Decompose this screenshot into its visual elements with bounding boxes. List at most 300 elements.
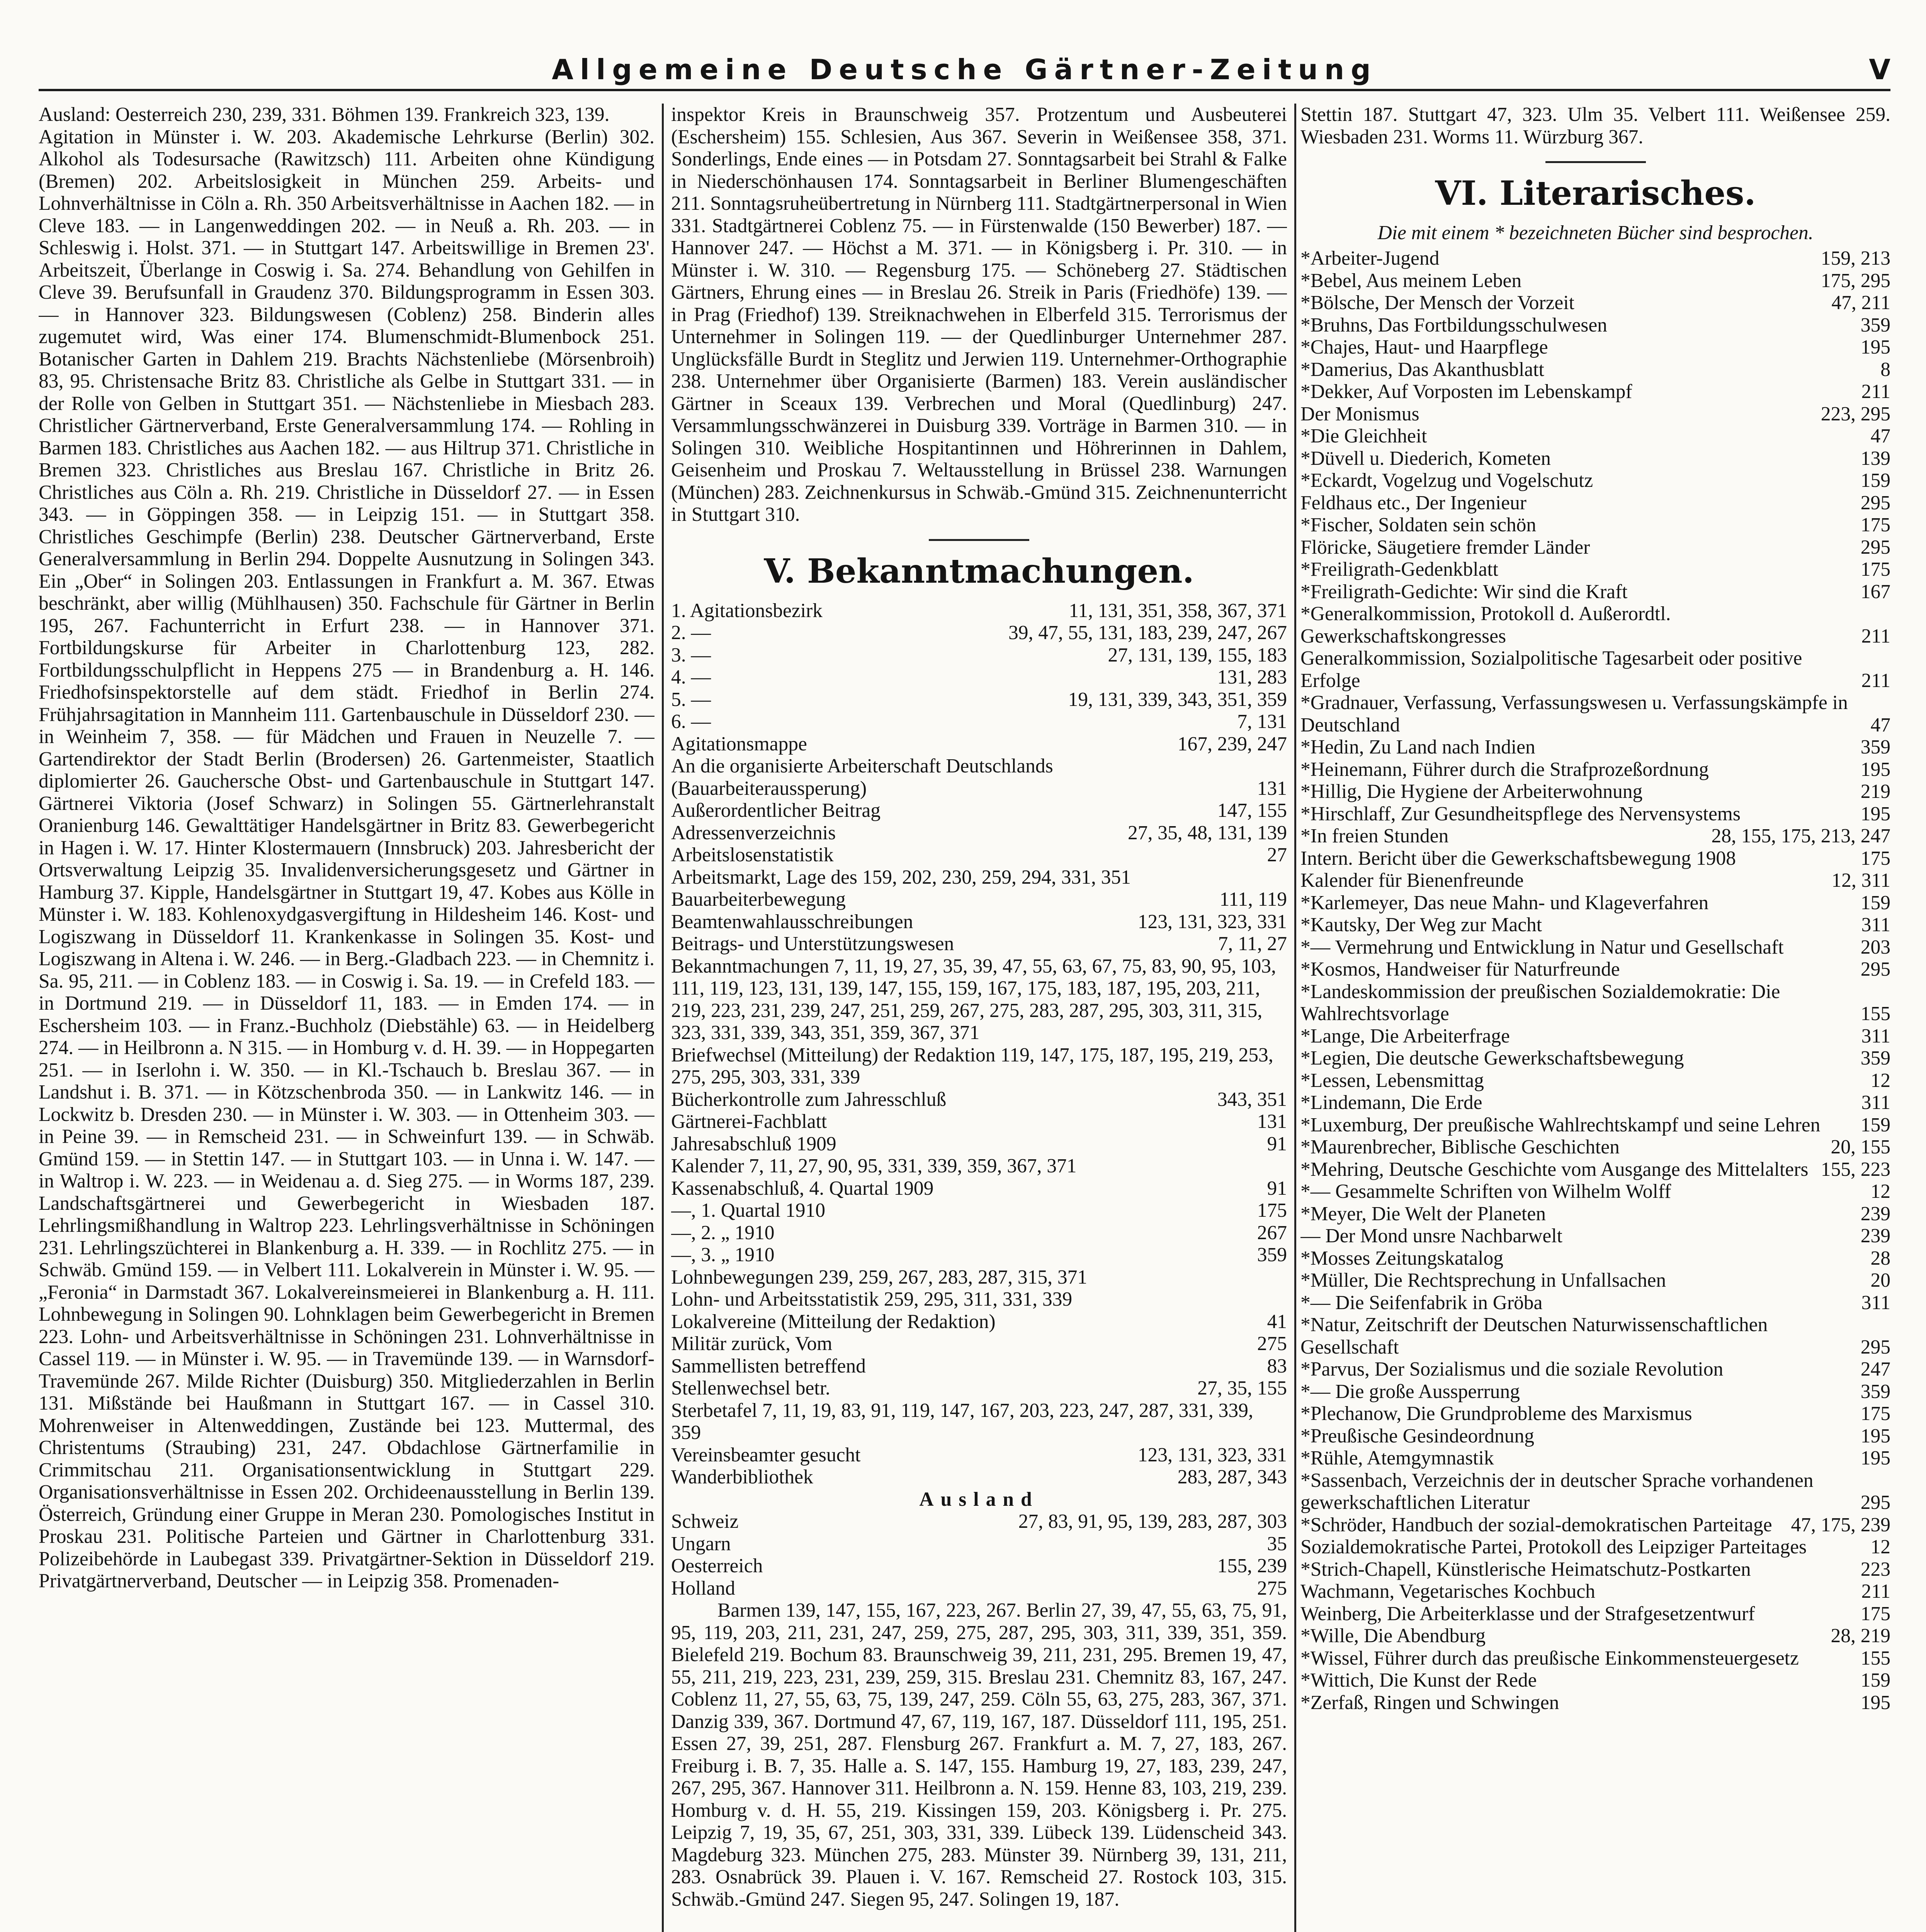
index-entry	[1300, 914, 1890, 936]
index-entry	[671, 911, 1287, 933]
entry-label: *— Vermehrung und Entwicklung in Natur und Gesellschaft	[1300, 936, 1784, 958]
entry-page-numbers: 27, 83, 91, 95, 139, 283, 287, 303	[1018, 1510, 1287, 1532]
entry-label: Sozialdemokratische Partei, Protokoll des Leipziger Parteitages	[1300, 1536, 1807, 1558]
index-entry	[671, 955, 1287, 1044]
entry-page-numbers: 11, 131, 351, 358, 367, 371	[1069, 599, 1287, 622]
entry-page-numbers: 27	[1267, 844, 1287, 866]
entry-page-numbers: 295	[1860, 958, 1890, 980]
entry-page-numbers: 311	[1861, 1025, 1890, 1047]
index-entry	[671, 1155, 1287, 1177]
entry-page-numbers: 27, 131, 139, 155, 183	[1108, 644, 1287, 666]
entry-label: *Freiligrath-Gedichte: Wir sind die Kraft	[1300, 580, 1628, 603]
entry-label: Bauarbeiterbewegung	[671, 888, 846, 910]
entry-page-numbers: 139	[1860, 447, 1890, 469]
entry-page-numbers: 47	[1870, 714, 1890, 736]
entry-label: Außerordentlicher Beitrag	[671, 799, 881, 821]
entry-label: Arbeitsmarkt, Lage des 159, 202, 230, 259, 294, 331, 351	[671, 866, 1131, 888]
entry-label: 1. Agitationsbezirk	[671, 599, 823, 622]
bekanntmachungen-list	[671, 600, 1287, 1488]
entry-label: *Heinemann, Führer durch die Strafprozeßordnung	[1300, 758, 1709, 781]
entry-page-numbers: 175	[1860, 514, 1890, 536]
column-divider	[662, 104, 664, 1932]
entry-label: *Chajes, Haut- und Haarpflege	[1300, 336, 1548, 358]
index-entry	[1300, 936, 1890, 959]
entry-page-numbers: 39, 47, 55, 131, 183, 239, 247, 267	[1008, 622, 1287, 644]
index-entry	[1300, 603, 1890, 647]
entry-label: Flöricke, Säugetiere fremder Länder	[1300, 536, 1590, 558]
index-entry	[1300, 1136, 1890, 1158]
index-entry	[671, 1333, 1287, 1355]
entry-label: Jahresabschluß 1909	[671, 1133, 836, 1155]
entry-label: *Rühle, Atemgymnastik	[1300, 1447, 1494, 1469]
index-entry	[1300, 1625, 1890, 1647]
index-entry	[671, 1533, 1287, 1555]
index-paragraph: Agitation in Münster i. W. 203. Akademische Lehrkurse (Berlin) 302. Alkohol als Todesursache (Rawitzsch) 111. Arbeiten ohne Kündigung (Bremen) 202. Arbeitslosigkeit in München 259. Arbeits- und Lohnverhältnisse in Cöln a. Rh. 350 Arbeitsverhältnisse in Aachen 182. — in Cleve 183. — in Langenweddingen 202. — in Neuß a. Rh. 203. — in Schleswig i. Holst. 371. — in Stuttgart 147. Arbeitswillige in Bremen 23'. Arbeitszeit, Überlange in Coswig i. Sa. 274. Behandlung von Gehilfen in Cleve 39. Berufsunfall in Graudenz 370. Bildungsprogramm in Essen 303. — in Hannover 323. Bildungswesen (Coblenz) 258. Binderin alles zugemutet wird, Was einer 174. Blumenschmidt-Blumenbock 251. Botanischer Garten in Dahlem 219. Brachts Nächstenliebe (Mörsenbroih) 83, 95. Christensache Britz 83. Christliche als Gelbe in Stuttgart 331. — in der Rolle von Gelben in Stuttgart 351. — Nächstenliebe in Miesbach 283. Christlicher Gärtnerverband, Erste Generalversammlung 174. — Rohling in Barmen 183. Christliches aus Aachen 182. — aus Hiltrup 371. Christliche in Bremen 323. Christliches aus Breslau 167. Christliche in Britz 26. Christliches aus Cöln a. Rh. 219. Christliche in Düsseldorf 27. — in Essen 343. — in Göppingen 358. — in Leipzig 151. — in Stuttgart 358. Christliches Geschimpfe (Berlin) 238. Deutscher Gärtnerverband, Erste Generalversammlung in Berlin 294. Doppelte Ausnutzung in Solingen 343. Ein „Ober“ in Solingen 203. Entlassungen in Frankfurt a. M. 367. Etwas beschränkt, aber willig (Mühlhausen) 350. Fachschule für Gärtner in Berlin 195, 267. Fachunterricht in Erfurt 238. — in Hannover 371. Fortbildungskurse für Arbeiter in Charlottenburg 123, 282. Fortbildungsschulpflicht in Heppens 275 — in Brandenburg a. H. 146. Friedhofsinspektorstelle auf dem städt. Friedhof in Berlin 274. Frühjahrsagitation in Mannheim 111. Gartenbauschule in Düsseldorf 230. — in Weinheim 7, 358. — für Mädchen und Frauen in Neuzelle 7. — Gartendirektor der Stadt Berlin (Brodersen) 26. Gartenmeister, Staatlich diplomierter 26. Gauchersche Obst- und Gartenbauschule in Stuttgart 147. Gärtnerei Viktoria (Josef Schwarz) in Solingen 55. Gärtnerlehranstalt Oranienburg 146. Gewalttätiger Handelsgärtner in Britz 83. Gewerbegericht in Hagen i. W. 17. Hinter Klostermauern (Innsbruck) 203. Jahresbericht der Ortsverwaltung Leipzig 35. Invalidenversicherungsgesetz und Gärtner in Hamburg 37. Kipple, Handelsgärtner in Stuttgart 19, 47. Kobes aus Kölle in Münster i. W. 183. Kohlenoxydgasvergiftung in Hildesheim 146. Kost- und Logiszwang in Düsseldorf 11. Krankenkasse in Solingen 35. Kost- und Logiszwang in Altena i. W. 246. — in Berg.-Gladbach 223. — in Chemnitz i. Sa. 95, 211. — in Coblenz 183. — in Coswig i. Sa. 19. — in Crefeld 183. — in Dortmund 219. — in Düsseldorf 11, 183. — in Emden 174. — in Eschersheim 103. — in Franz.-Buchholz (Diebstähle) 63. — in Heidelberg 274. — in Heilbronn a. N 315. — in Homburg v. d. H. 39. — in Hoppegarten 251. — in Iserlohn i. W. 350. — in Kl.-Tschauch b. Breslau 367. — in Landshut i. B. 371. — in Kötzschenbroda 350. — in Lankwitz 146. — in Lockwitz b. Dresden 230. — in Münster i. W. 303. — in Ottenheim 303. — in Peine 39. — in Remscheid 231. — in Schweinfurt 139. — in Schwäb. Gmünd 159. — in Stettin 147. — in Stuttgart 103. — in Unna i. W. 147. — in Waltrop i. W. 223. — in Weidenau a. d. Sieg 275. — in Worms 187, 239. Landschaftsgärtnerei und Gewerbegericht in Wiesbaden 187. Lehrlingsmißhandlung in Waltrop 223. Lehrlingsverhältnisse in Schöningen 231. Lehrlingszüchterei in Blankenburg a. H. 339. — in Rochlitz 275. — in Schwäb. Gmünd 159. — in Velbert 111. Lokalverein in Münster i. W. 95. — „Feronia“ in Darmstadt 367. Lokalvereinsmeierei in Blankenburg a. H. 111. Lohnbewegung in Solingen 90. Lohnklagen beim Gewerbegericht in Bremen 223. Lohn- und Arbeitsverhältnisse in Schöningen 231. Lohnverhältnisse in Cassel 119. — in Münster i. W. 95. — in Travemünde 139. — in Warnsdorf-Travemünde 267. Milde Richter (Duisburg) 350. Mitgliederzahlen in Berlin 131. Mißstände bei Haußmann in Stuttgart 167. — in Cassel 310. Mohrenweiser in Altenweddingen, Zustände bei 123. Muttermal, des Christentums (Straubing) 231, 247. Obdachlose Gärtnerfamilie in Crimmitschau 211. Organisationsentwicklung in Stuttgart 229. Organisationsverhältnisse in Essen 202. Orchideenausstellung in Berlin 139. Österreich, Gründung einer Gruppe in Meran 230. Pomologisches Institut in Proskau 231. Politische Parteien und Gärtner in Charlottenburg 331. Polizeibehörde in Laubegast 339. Privatgärtner-Sektion in Düsseldorf 219. Privatgärtnerverband, Deutscher — in Leipzig 358. Promenaden-	[39, 126, 654, 1592]
entry-page-numbers: 159	[1860, 1669, 1890, 1691]
entry-page-numbers: 359	[1860, 1047, 1890, 1069]
entry-label: Sammellisten betreffend	[671, 1355, 866, 1377]
entry-label: Feldhaus etc., Der Ingenieur	[1300, 492, 1527, 514]
entry-label: —, 3. „ 1910	[671, 1244, 775, 1266]
index-entry	[671, 1044, 1287, 1088]
entry-page-numbers: 159	[1860, 469, 1890, 492]
index-entry	[1300, 447, 1890, 470]
entry-page-numbers: 167	[1860, 580, 1890, 603]
index-entry	[671, 1266, 1287, 1289]
ausland-list	[671, 1510, 1287, 1599]
entry-page-numbers: 91	[1267, 1177, 1287, 1199]
entry-page-numbers: 12	[1870, 1180, 1890, 1202]
entry-page-numbers: 211	[1861, 1580, 1890, 1602]
entry-label: *Wissel, Führer durch das preußische Einkommensteuergesetz	[1300, 1647, 1799, 1669]
entry-page-numbers: 359	[1860, 1380, 1890, 1403]
entry-label: Der Monismus	[1300, 403, 1419, 425]
index-paragraph: Ausland: Oesterreich 230, 239, 331. Böhmen 139. Frankreich 323, 139.	[39, 104, 610, 126]
entry-label: *— Die Seifenfabrik in Gröba	[1300, 1291, 1543, 1314]
index-entry	[1300, 647, 1890, 692]
index-entry	[1300, 781, 1890, 803]
entry-label: *Lessen, Lebensmittag	[1300, 1069, 1484, 1092]
entry-label: 6. —	[671, 711, 711, 733]
index-entry	[1300, 1314, 1890, 1358]
entry-label: Intern. Bericht über die Gewerkschaftsbewegung 1908	[1300, 847, 1736, 869]
index-entry	[1300, 1469, 1890, 1514]
index-entry	[671, 799, 1287, 822]
index-entry	[671, 1555, 1287, 1577]
index-entry	[671, 1199, 1287, 1222]
entry-label: Oesterreich	[671, 1555, 763, 1577]
entry-label: Generalkommission, Sozialpolitische Tagesarbeit oder positive Erfolge	[1300, 647, 1802, 692]
entry-label: *Generalkommission, Protokoll d. Außerordtl. Gewerkschaftskongresses	[1300, 603, 1671, 647]
section-note: Die mit einem * bezeichneten Bücher sind besprochen.	[1377, 222, 1814, 244]
index-paragraph: inspektor Kreis in Braunschweig 357. Protzentum und Ausbeuterei (Eschersheim) 155. Schlesien, Aus 367. Severin in Weißensee 358, 371. Sonderlings, Ende eines — in Potsdam 27. Sonntagsarbeit bei Strahl & Falke in Niederschönhausen 174. Sonntagsarbeit in Berliner Blumengeschäften 211. Sonntagsruheübertretung in Nürnberg 111. Stadtgärtnerpersonal in Wien 331. Stadtgärtnerei Coblenz 75. — in Fürstenwalde (150 Bewerber) 187. — Hannover 247. — Höchst a M. 371. — in Königsberg i. Pr. 310. — in Münster i. W. 310. — Regensburg 175. — Schöneberg 27. Städtischen Gärtners, Ehrung eines — in Breslau 26. Streik in Paris (Friedhöfe) 139. — in Prag (Friedhof) 139. Streiknachwehen in Elberfeld 315. Terrorismus der Unternehmer in Solingen 119. — der Quedlinburger Unternehmer 287. Unglücksfälle Burdt in Steglitz und Jerwien 119. Unternehmer-Orthographie 238. Unternehmer über Organisierte (Barmen) 183. Verein ausländischer Gärtner in Sceaux 139. Verbrechen und Moral (Quedlinburg) 247. Versammlungsschwänzerei in Duisburg 339. Vorträge in Barmen 310. — in Solingen 310. Weibliche Hospitantinnen und Höhrerinnen in Dahlem, Geisenheim und Proskau 7. Weltausstellung in Brüssel 238. Warnungen (München) 283. Zeichnenkursus in Schwäb.-Gmünd 315. Zeichnenunterricht in Stuttgart 310.	[671, 104, 1287, 526]
entry-label: *— Die große Aussperrung	[1300, 1380, 1520, 1403]
entry-label: Vereinsbeamter gesucht	[671, 1444, 861, 1466]
entry-page-numbers: 27, 35, 155	[1197, 1377, 1287, 1399]
index-entry	[1300, 1114, 1890, 1136]
entry-page-numbers: 311	[1861, 1092, 1890, 1114]
entry-label: Arbeitslosenstatistik	[671, 844, 834, 866]
entry-label: Kalender für Bienenfreunde	[1300, 869, 1524, 891]
entry-page-numbers: 311	[1861, 914, 1890, 936]
entry-label: Bücherkontrolle zum Jahresschluß	[671, 1088, 947, 1111]
entry-label: *Eckardt, Vogelzug und Vogelschutz	[1300, 469, 1593, 492]
index-entry	[1300, 1403, 1890, 1425]
index-entry	[1300, 381, 1890, 403]
column-divider	[1294, 104, 1296, 1932]
index-entry	[1300, 558, 1890, 581]
index-entry	[1300, 1447, 1890, 1469]
index-entry	[1300, 1025, 1890, 1048]
entry-label: *Luxemburg, Der preußische Wahlrechtskampf und seine Lehren	[1300, 1114, 1821, 1136]
entry-label: *In freien Stunden	[1300, 825, 1449, 847]
entry-page-numbers: 147, 155	[1217, 799, 1287, 821]
index-entry	[1300, 1603, 1890, 1625]
entry-label: *Meyer, Die Welt der Planeten	[1300, 1202, 1546, 1225]
entry-label: *Bebel, Aus meinem Leben	[1300, 269, 1522, 292]
entry-page-numbers: 195	[1860, 1447, 1890, 1469]
index-entry	[1300, 1536, 1890, 1558]
entry-label: —, 2. „ 1910	[671, 1221, 775, 1244]
entry-page-numbers: 7, 131	[1237, 711, 1287, 733]
index-entry	[671, 1111, 1287, 1133]
entry-page-numbers: 47, 211	[1831, 292, 1890, 314]
entry-label: *Hedin, Zu Land nach Indien	[1300, 736, 1535, 758]
index-entry	[671, 1377, 1287, 1400]
entry-page-numbers: 91	[1267, 1133, 1287, 1155]
entry-page-numbers: 275	[1257, 1577, 1287, 1599]
entry-page-numbers: 131	[1257, 777, 1287, 799]
index-entry	[1300, 492, 1890, 514]
index-entry	[1300, 314, 1890, 337]
entry-page-numbers: 41	[1267, 1310, 1287, 1333]
entry-label: *Wille, Die Abendburg	[1300, 1625, 1486, 1647]
index-entry	[671, 1466, 1287, 1488]
page-number: V	[1869, 53, 1890, 86]
entry-page-numbers: 175	[1860, 1403, 1890, 1425]
index-entry	[671, 689, 1287, 711]
index-entry	[1300, 359, 1890, 381]
header-rule	[39, 89, 1890, 91]
entry-page-numbers: 155	[1860, 1003, 1890, 1025]
entry-label: Lohnbewegungen 239, 259, 267, 283, 287, 315, 371	[671, 1266, 1088, 1288]
literarisches-list	[1300, 247, 1890, 1714]
entry-label: Schweiz	[671, 1510, 739, 1532]
column-2	[671, 104, 1287, 1932]
index-entry	[1300, 1381, 1890, 1403]
index-entry	[1300, 1358, 1890, 1381]
entry-label: *Fischer, Soldaten sein schön	[1300, 514, 1537, 536]
index-entry	[671, 755, 1287, 799]
index-entry	[1300, 469, 1890, 492]
section-title-bekanntmachungen: V. Bekanntmachungen.	[764, 551, 1194, 591]
entry-label: *Sassenbach, Verzeichnis der in deutscher Sprache vorhandenen gewerkschaftlichen Literatur	[1300, 1469, 1814, 1514]
index-entry	[671, 1577, 1287, 1600]
index-entry	[1300, 1225, 1890, 1247]
column-3	[1300, 104, 1890, 1932]
index-entry	[1300, 536, 1890, 559]
entry-page-numbers: 195	[1860, 1425, 1890, 1447]
entry-page-numbers: 283, 287, 343	[1177, 1466, 1287, 1488]
entry-label: *Karlemeyer, Das neue Mahn- und Klageverfahren	[1300, 891, 1709, 914]
entry-label: *Mosses Zeitungskatalog	[1300, 1247, 1503, 1269]
entry-label: Lohn- und Arbeitsstatistik 259, 295, 311, 331, 339	[671, 1288, 1073, 1310]
entry-label: *Kautsky, Der Weg zur Macht	[1300, 914, 1542, 936]
section-divider	[929, 539, 1029, 541]
index-entry	[671, 866, 1287, 889]
entry-label: Briefwechsel (Mitteilung) der Redaktion 119, 147, 175, 187, 195, 219, 253, 275, 295, 303, 331, 339	[671, 1044, 1273, 1088]
index-paragraph: Stettin 187. Stuttgart 47, 323. Ulm 35. Velbert 111. Weißensee 259. Wiesbaden 231. Worms 11. Würzburg 367.	[1300, 104, 1890, 148]
index-entry	[671, 822, 1287, 844]
entry-page-numbers: 19, 131, 339, 343, 351, 359	[1068, 688, 1287, 711]
index-entry	[671, 1088, 1287, 1111]
index-entry	[671, 888, 1287, 911]
entry-page-numbers: 27, 35, 48, 131, 139	[1128, 821, 1287, 844]
index-entry	[1300, 981, 1890, 1025]
entry-label: *Legien, Die deutsche Gewerkschaftsbewegung	[1300, 1047, 1684, 1069]
entry-label: *Damerius, Das Akanthusblatt	[1300, 358, 1544, 381]
entry-page-numbers: 47, 175, 239	[1791, 1514, 1890, 1536]
index-entry	[1300, 1292, 1890, 1314]
entry-label: — Der Mond unsre Nachbarwelt	[1300, 1225, 1562, 1247]
index-entry	[671, 1133, 1287, 1155]
entry-label: *Freiligrath-Gedenkblatt	[1300, 558, 1498, 580]
entry-page-numbers: 359	[1860, 314, 1890, 336]
entry-page-numbers: 211	[1861, 625, 1890, 647]
entry-label: *Die Gleichheit	[1300, 425, 1427, 447]
entry-label: *Preußische Gesindeordnung	[1300, 1425, 1534, 1447]
index-entry	[1300, 958, 1890, 981]
entry-label: Gärtnerei-Fachblatt	[671, 1111, 827, 1133]
entry-label: Militär zurück, Vom	[671, 1333, 833, 1355]
entry-label: *Düvell u. Diederich, Kometen	[1300, 447, 1551, 469]
index-entry	[1300, 1203, 1890, 1225]
entry-label: *Landeskommission der preußischen Sozialdemokratie: Die Wahlrechtsvorlage	[1300, 980, 1780, 1025]
entry-label: 5. —	[671, 688, 711, 711]
entry-page-numbers: 223, 295	[1821, 403, 1890, 425]
entry-page-numbers: 359	[1860, 736, 1890, 758]
entry-page-numbers: 267	[1257, 1221, 1287, 1244]
entry-page-numbers: 295	[1860, 536, 1890, 558]
entry-label: *Hirschlaff, Zur Gesundheitspflege des Nervensystems	[1300, 803, 1741, 825]
entry-label: Lokalvereine (Mitteilung der Redaktion)	[671, 1310, 996, 1333]
entry-label: Wachmann, Vegetarisches Kochbuch	[1300, 1580, 1595, 1602]
entry-page-numbers: 275	[1257, 1333, 1287, 1355]
index-entry	[1300, 1047, 1890, 1070]
entry-label: *Bölsche, Der Mensch der Vorzeit	[1300, 292, 1574, 314]
index-entry	[1300, 247, 1890, 270]
index-entry	[1300, 847, 1890, 870]
index-entry	[1300, 803, 1890, 825]
entry-label: Holland	[671, 1577, 735, 1599]
entry-page-numbers: 247	[1860, 1358, 1890, 1380]
ausland-heading: Ausland	[919, 1488, 1039, 1510]
entry-page-numbers: 159	[1860, 891, 1890, 914]
entry-page-numbers: 123, 131, 323, 331	[1137, 1444, 1287, 1466]
index-entry	[671, 733, 1287, 755]
entry-page-numbers: 343, 351	[1217, 1088, 1287, 1111]
entry-label: *Wittich, Die Kunst der Rede	[1300, 1669, 1537, 1691]
entry-label: Bekanntmachungen 7, 11, 19, 27, 35, 39, 47, 55, 63, 67, 75, 83, 90, 95, 103, 111, 119, 123, 131, 139, 147, 155, 159, 167, 175, 183, 187, 195, 203, 211, 219, 223, 231, 239, 247, 251, 259, 267, 275, 283, 287, 295, 303, 311, 315, 323, 331, 339, 343, 351, 359, 367, 371	[671, 955, 1276, 1044]
entry-label: Kalender 7, 11, 27, 90, 95, 331, 339, 359, 367, 371	[671, 1155, 1077, 1177]
entry-label: *Maurenbrecher, Biblische Geschichten	[1300, 1136, 1620, 1158]
entry-label: *Zerfaß, Ringen und Schwingen	[1300, 1691, 1559, 1714]
index-entry	[1300, 736, 1890, 759]
index-entry	[671, 600, 1287, 622]
entry-label: *Dekker, Auf Vorposten im Lebenskampf	[1300, 381, 1632, 403]
entry-page-numbers: 175	[1860, 847, 1890, 869]
entry-page-numbers: 28, 219	[1831, 1625, 1890, 1647]
entry-page-numbers: 155, 239	[1217, 1555, 1287, 1577]
index-entry	[671, 644, 1287, 667]
index-entry	[1300, 759, 1890, 781]
index-entry	[671, 933, 1287, 955]
index-entry	[1300, 270, 1890, 292]
entry-page-numbers: 20, 155	[1831, 1136, 1890, 1158]
entry-page-numbers: 12, 311	[1831, 869, 1890, 891]
entry-label: 2. —	[671, 622, 711, 644]
entry-page-numbers: 159, 213	[1821, 247, 1890, 269]
entry-page-numbers: 131	[1257, 1111, 1287, 1133]
entry-label: 4. —	[671, 666, 711, 688]
index-entry	[1300, 1669, 1890, 1692]
entry-label: *Natur, Zeitschrift der Deutschen Naturwissenschaftlichen Gesellschaft	[1300, 1314, 1768, 1358]
index-entry	[671, 1244, 1287, 1266]
entry-page-numbers: 8	[1880, 358, 1890, 381]
entry-page-numbers: 239	[1860, 1202, 1890, 1225]
index-entry	[1300, 1558, 1890, 1581]
index-entry	[1300, 336, 1890, 359]
index-entry	[1300, 1269, 1890, 1292]
entry-page-numbers: 155, 223	[1821, 1158, 1890, 1180]
index-entry	[671, 1222, 1287, 1244]
entry-label: *Lindemann, Die Erde	[1300, 1092, 1482, 1114]
entry-label: Beitrags- und Unterstützungswesen	[671, 933, 954, 955]
entry-page-numbers: 167, 239, 247	[1177, 733, 1287, 755]
index-entry	[1300, 1425, 1890, 1447]
entry-label: *— Gesammelte Schriften von Wilhelm Wolff	[1300, 1180, 1671, 1202]
entry-label: *Bruhns, Das Fortbildungsschulwesen	[1300, 314, 1607, 336]
entry-page-numbers: 12	[1870, 1069, 1890, 1092]
index-entry	[671, 666, 1287, 689]
entry-page-numbers: 111, 119	[1219, 888, 1287, 910]
entry-label: Kassenabschluß, 4. Quartal 1909	[671, 1177, 934, 1199]
entry-label: Beamtenwahlausschreibungen	[671, 910, 913, 933]
entry-label: *Mehring, Deutsche Geschichte vom Ausgange des Mittelalters	[1300, 1158, 1809, 1180]
entry-label: *Kosmos, Handweiser für Naturfreunde	[1300, 958, 1620, 980]
entry-page-numbers: 195	[1860, 758, 1890, 781]
entry-label: Stellenwechsel betr.	[671, 1377, 830, 1399]
index-entry	[671, 1288, 1287, 1311]
index-entry	[1300, 403, 1890, 425]
entry-page-numbers: 295	[1860, 1336, 1890, 1358]
index-entry	[671, 1510, 1287, 1533]
entry-page-numbers: 12	[1870, 1536, 1890, 1558]
index-entry	[1300, 825, 1890, 847]
entry-page-numbers: 223	[1860, 1558, 1890, 1580]
entry-page-numbers: 175, 295	[1821, 269, 1890, 292]
entry-label: *Hillig, Die Hygiene der Arbeiterwohnung	[1300, 781, 1643, 803]
page-title: Allgemeine Deutsche Gärtner-Zeitung	[552, 53, 1377, 86]
entry-page-numbers: 155	[1860, 1647, 1890, 1669]
entry-page-numbers: 175	[1257, 1199, 1287, 1221]
index-entry	[671, 1444, 1287, 1466]
entry-page-numbers: 20	[1870, 1269, 1890, 1291]
entry-page-numbers: 239	[1860, 1225, 1890, 1247]
index-entry	[1300, 514, 1890, 536]
index-entry	[1300, 1514, 1890, 1536]
entry-page-numbers: 195	[1860, 1691, 1890, 1714]
index-entry	[1300, 1647, 1890, 1670]
index-entry	[1300, 892, 1890, 914]
entry-page-numbers: 123, 131, 323, 331	[1137, 910, 1287, 933]
entry-page-numbers: 28, 155, 175, 213, 247	[1711, 825, 1890, 847]
index-entry	[671, 1311, 1287, 1333]
entry-label: Agitationsmappe	[671, 733, 807, 755]
entry-label: *Gradnauer, Verfassung, Verfassungswesen u. Verfassungskämpfe in Deutschland	[1300, 692, 1848, 736]
entry-label: Wanderbibliothek	[671, 1466, 813, 1488]
index-entry	[1300, 1092, 1890, 1114]
index-entry	[1300, 1070, 1890, 1092]
index-entry	[1300, 1247, 1890, 1270]
places-paragraph: Barmen 139, 147, 155, 167, 223, 267. Berlin 27, 39, 47, 55, 63, 75, 91, 95, 119, 203, 211, 231, 247, 259, 275, 287, 295, 303, 311, 339, 351, 359. Bielefeld 219. Bochum 83. Braunschweig 39, 211, 231, 295. Bremen 19, 47, 55, 211, 219, 223, 231, 239, 259, 315. Breslau 231. Chemnitz 83, 167, 247. Coblenz 11, 27, 55, 63, 75, 139, 247, 259. Cöln 55, 63, 275, 283, 367, 371. Danzig 339, 367. Dortmund 47, 67, 119, 167, 187. Düsseldorf 111, 195, 251. Essen 27, 39, 251, 287. Flensburg 267. Frankfurt a. M. 7, 27, 183, 267. Freiburg i. B. 7, 35. Halle a. S. 147, 155. Hamburg 19, 27, 183, 239, 247, 267, 295, 367. Hannover 311. Heilbronn a. N. 159. Henne 83, 103, 219, 239. Homburg v. d. H. 55, 219. Kissingen 159, 203. Königsberg i. Pr. 275. Leipzig 7, 19, 35, 67, 251, 303, 331, 339. Lübeck 139. Lüdenscheid 343. Magdeburg 323. München 275, 283. Münster 39. Nürnberg 39, 131, 211, 283. Osnabrück 39. Plauen i. V. 167. Remscheid 27. Rostock 103, 315. Schwäb.-Gmünd 247. Siegen 95, 247. Solingen 19, 187.	[671, 1599, 1287, 1910]
entry-label: *Arbeiter-Jugend	[1300, 247, 1440, 269]
entry-page-numbers: 211	[1861, 669, 1890, 692]
entry-page-numbers: 83	[1267, 1355, 1287, 1377]
entry-page-numbers: 211	[1861, 381, 1890, 403]
index-entry	[671, 711, 1287, 733]
index-entry	[1300, 581, 1890, 603]
entry-page-numbers: 219	[1860, 781, 1890, 803]
section-title-literarisches: VI. Literarisches.	[1435, 174, 1756, 213]
entry-label: *Plechanow, Die Grundprobleme des Marxismus	[1300, 1403, 1692, 1425]
entry-page-numbers: 295	[1860, 492, 1890, 514]
index-entry	[1300, 1580, 1890, 1603]
page-header	[39, 46, 1890, 92]
entry-page-numbers: 28	[1870, 1247, 1890, 1269]
entry-label: *Schröder, Handbuch der sozial-demokratischen Parteitage	[1300, 1514, 1772, 1536]
entry-label: Weinberg, Die Arbeiterklasse und der Strafgesetzentwurf	[1300, 1602, 1755, 1625]
entry-page-numbers: 175	[1860, 558, 1890, 580]
entry-page-numbers: 47	[1870, 425, 1890, 447]
index-entry	[1300, 869, 1890, 892]
entry-label: Adressenverzeichnis	[671, 821, 836, 844]
entry-label: Sterbetafel 7, 11, 19, 83, 91, 119, 147, 167, 203, 223, 247, 287, 331, 339, 359	[671, 1399, 1253, 1444]
index-entry	[671, 844, 1287, 866]
index-entry	[671, 1177, 1287, 1200]
entry-page-numbers: 175	[1860, 1602, 1890, 1625]
entry-page-numbers: 203	[1860, 936, 1890, 958]
index-entry	[671, 622, 1287, 644]
entry-label: *Strich-Chapell, Künstlerische Heimatschutz-Postkarten	[1300, 1558, 1751, 1580]
entry-page-numbers: 35	[1267, 1532, 1287, 1555]
entry-page-numbers: 159	[1860, 1114, 1890, 1136]
entry-page-numbers: 195	[1860, 803, 1890, 825]
entry-page-numbers: 359	[1257, 1244, 1287, 1266]
index-entry	[1300, 1158, 1890, 1181]
column-1	[39, 104, 654, 1932]
index-entry	[1300, 425, 1890, 447]
index-entry	[671, 1355, 1287, 1378]
section-divider	[1545, 161, 1646, 163]
entry-page-numbers: 311	[1861, 1291, 1890, 1314]
entry-page-numbers: 295	[1860, 1492, 1890, 1514]
index-entry	[1300, 1692, 1890, 1714]
index-entry	[671, 1400, 1287, 1444]
entry-label: *Parvus, Der Sozialismus und die soziale Revolution	[1300, 1358, 1724, 1380]
index-entry	[1300, 692, 1890, 736]
entry-page-numbers: 195	[1860, 336, 1890, 358]
